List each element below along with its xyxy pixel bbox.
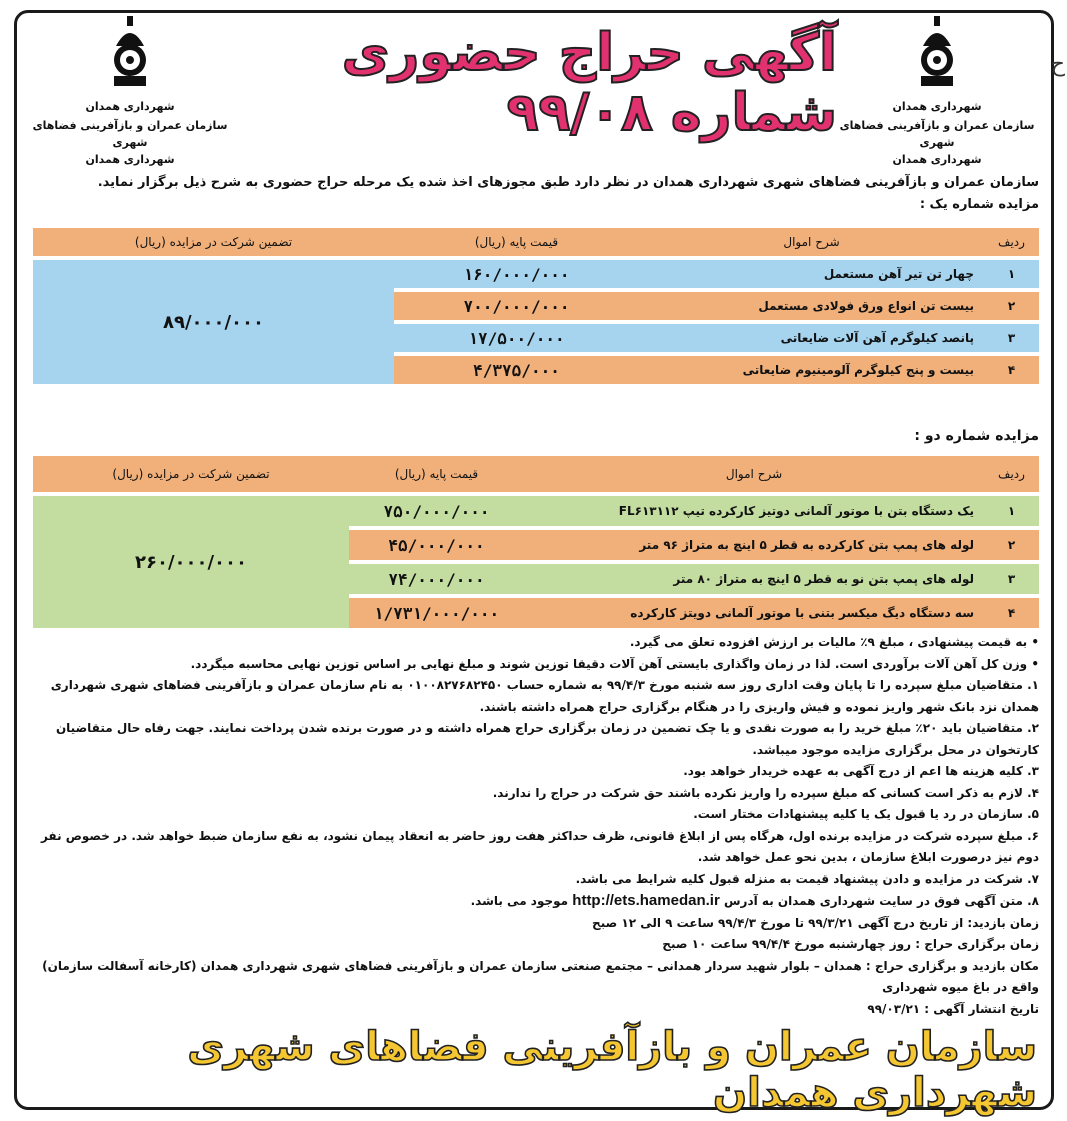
terms-section	[30, 632, 1039, 1020]
row-number: ۴	[984, 356, 1039, 384]
term-6: ۶. مبلغ سپرده شرکت در مزایده برنده اول، هرگاه پس از ابلاغ قانونی، ظرف حداکثر هفت روز حاضر به انعقاد پیمان نشود، به نفع سازمان ضبط خواهد شد. در خصوص نفر دوم نیز درصورت ابلاغ سازمان ، بدین نحو عمل خواهد شد.	[40, 828, 1039, 864]
row-price: ۷۵۰/۰۰۰/۰۰۰	[349, 496, 524, 526]
logo-right	[837, 16, 1037, 168]
term-8-suffix: موجود می باشد.	[470, 894, 569, 908]
guarantee-value: ۸۹/۰۰۰/۰۰۰	[33, 260, 394, 384]
auction1-label: مزایده شماره یک :	[919, 197, 1039, 212]
term-2: ۲. متقاضیان باید ۲۰٪ مبلغ خرید را به صورت نقدی و یا چک تضمین در زمان برگزاری حراج همراه داشته و در صورت برنده شدن پرداخت نمایند. جهت رفاه حال متقاضیان کارتخوان در محل برگزاری مزایده موجود میباشد.	[55, 721, 1039, 757]
row-price: ۷۰۰/۰۰۰/۰۰۰	[394, 292, 639, 320]
row-price: ۱/۷۳۱/۰۰۰/۰۰۰	[349, 598, 524, 628]
row-price: ۴۵/۰۰۰/۰۰۰	[349, 530, 524, 560]
term-4: ۴. لازم به ذکر است کسانی که مبلغ سپرده را واریز نکرده باشند حق شرکت در حراج را ندارند.	[492, 785, 1039, 800]
row-number: ۳	[984, 324, 1039, 352]
header-base-price: قیمت پایه (ریال)	[349, 456, 524, 492]
row-number: ۲	[984, 292, 1039, 320]
logo-org-name: شهرداری همدان	[85, 100, 175, 113]
table-row	[33, 260, 1039, 288]
footer-text: سازمان عمران و بازآفرینی فضاهای شهری شهرداری همدان	[187, 1024, 1037, 1116]
row-number: ۱	[984, 496, 1039, 526]
page-title	[230, 23, 837, 143]
row-number: ۲	[984, 530, 1039, 560]
row-description: بیست و پنج کیلوگرم آلومینیوم ضایعاتی	[639, 356, 984, 384]
term-3: ۳. کلیه هزینه ها اعم از درج آگهی به عهده خریدار خواهد بود.	[683, 764, 1039, 778]
visit-time: زمان بازدید: از تاریخ درج آگهی ۹۹/۳/۲۱ تا مورخ ۹۹/۴/۳ ساعت ۹ الی ۱۲ صبح	[592, 915, 1039, 930]
header-row-number: ردیف	[984, 456, 1039, 492]
auction2-label: مزایده شماره دو :	[914, 428, 1039, 444]
header-description: شرح اموال	[639, 228, 984, 256]
row-price: ۷۴/۰۰۰/۰۰۰	[349, 564, 524, 594]
row-description: لوله های پمپ بتن نو به قطر ۵ اینچ به متراژ ۸۰ متر	[524, 564, 984, 594]
guarantee-value: ۲۶۰/۰۰۰/۰۰۰	[33, 496, 349, 628]
table-row	[33, 496, 1039, 526]
header-description: شرح اموال	[524, 456, 984, 492]
row-price: ۴/۳۷۵/۰۰۰	[394, 356, 639, 384]
term-8	[30, 890, 1039, 913]
header-row-number: ردیف	[984, 228, 1039, 256]
term-1: ۱. متقاضیان مبلغ سپرده را تا پایان وقت اداری روز سه شنبه مورخ ۹۹/۴/۳ به شماره حساب ۰۱۰۰۸۲۷۶۸۲۴۵۰ به نام سازمان عمران و بازآفرینی فضاهای شهری شهرداری همدان نزد بانک شهر واریز نموده و فیش واریزی را در هنگام برگزاری حراج همراه داشته باشند.	[50, 678, 1039, 714]
header-guarantee: تضمین شرکت در مزایده (ریال)	[33, 228, 394, 256]
term-5: ۵. سازمان در رد یا قبول یک یا کلیه پیشنهادات مختار است.	[693, 807, 1039, 821]
row-description: سه دستگاه دیگ میکسر بتنی با موتور آلمانی دویتز کارکرده	[524, 598, 984, 628]
row-description: چهار تن تیر آهن مستعمل	[639, 260, 984, 288]
row-number: ۳	[984, 564, 1039, 594]
auction-time: زمان برگزاری حراج : روز چهارشنبه مورخ ۹۹/۴/۴ ساعت ۱۰ صبح	[662, 937, 1039, 951]
row-description: پانصد کیلوگرم آهن آلات ضایعاتی	[639, 324, 984, 352]
term-7: ۷. شرکت در مزایده و دادن پیشنهاد قیمت به منزله قبول کلیه شرایط می باشد.	[575, 871, 1039, 886]
note-weight: • وزن کل آهن آلات برآوردی است. لذا در زمان واگذاری بایستی آهن آلات دقیقا توزین شوند و مبلغ نهایی بر اساس توزین نهایی محاسبه میگردد.	[30, 654, 1039, 676]
row-description: یک دستگاه بتن با موتور آلمانی دوتیز کارکرده تیپ FL۶۱۳۱۱۲	[524, 496, 984, 526]
note-vat: • به قیمت پیشنهادی ، مبلغ ۹٪ مالیات بر ارزش افزوده تعلق می گیرد.	[30, 632, 1039, 654]
row-price: ۱۶۰/۰۰۰/۰۰۰	[394, 260, 639, 288]
row-price: ۱۷/۵۰۰/۰۰۰	[394, 324, 639, 352]
org-line-2: شهرداری همدان	[85, 153, 175, 166]
publish-date: تاریخ انتشار آگهی : ۹۹/۰۳/۲۱	[867, 1001, 1039, 1016]
logo-org-name: شهرداری همدان	[892, 100, 982, 113]
footer-banner	[30, 1024, 1037, 1116]
title-text: آگهی حراج حضوری شماره ۹۹/۰۸	[341, 23, 837, 143]
side-mark: ح	[1050, 52, 1065, 77]
row-description: بیست تن انواع ورق فولادی مستعمل	[639, 292, 984, 320]
auction-place: مکان بازدید و برگزاری حراج : همدان – بلوار شهید سردار همدانی – مجتمع صنعتی سازمان عمران و بازآفرینی فضاهای شهری شهرداری همدان (کارخانه آسفالت سازمان) واقع در باغ میوه شهرداری	[42, 958, 1039, 994]
municipality-emblem-icon	[108, 16, 152, 94]
table-header-row	[33, 228, 1039, 256]
org-line-1: سازمان عمران و بازآفرینی فضاهای شهری	[839, 119, 1035, 149]
logo-left	[30, 16, 230, 168]
table-header-row	[33, 456, 1039, 492]
term-8-text: ۸. متن آگهی فوق در سایت شهرداری همدان به آدرس	[724, 894, 1039, 908]
org-line-1: سازمان عمران و بازآفرینی فضاهای شهری	[32, 119, 228, 149]
header-guarantee: تضمین شرکت در مزایده (ریال)	[33, 456, 349, 492]
intro-paragraph: سازمان عمران و بازآفرینی فضاهای شهری شهرداری همدان در نظر دارد طبق مجوزهای اخذ شده یک مرحله حراج حضوری به شرح ذیل برگزار نماید.	[97, 175, 1039, 190]
header-base-price: قیمت پایه (ریال)	[394, 228, 639, 256]
org-line-2: شهرداری همدان	[892, 153, 982, 166]
row-number: ۴	[984, 598, 1039, 628]
website-link[interactable]: http://ets.hamedan.ir	[572, 892, 720, 909]
row-number: ۱	[984, 260, 1039, 288]
intro-text	[28, 172, 1039, 216]
row-description: لوله های پمپ بتن کارکرده به قطر ۵ اینچ به متراژ ۹۶ متر	[524, 530, 984, 560]
auction1-table	[33, 224, 1039, 388]
municipality-emblem-icon	[915, 16, 959, 94]
auction2-table	[33, 452, 1039, 632]
